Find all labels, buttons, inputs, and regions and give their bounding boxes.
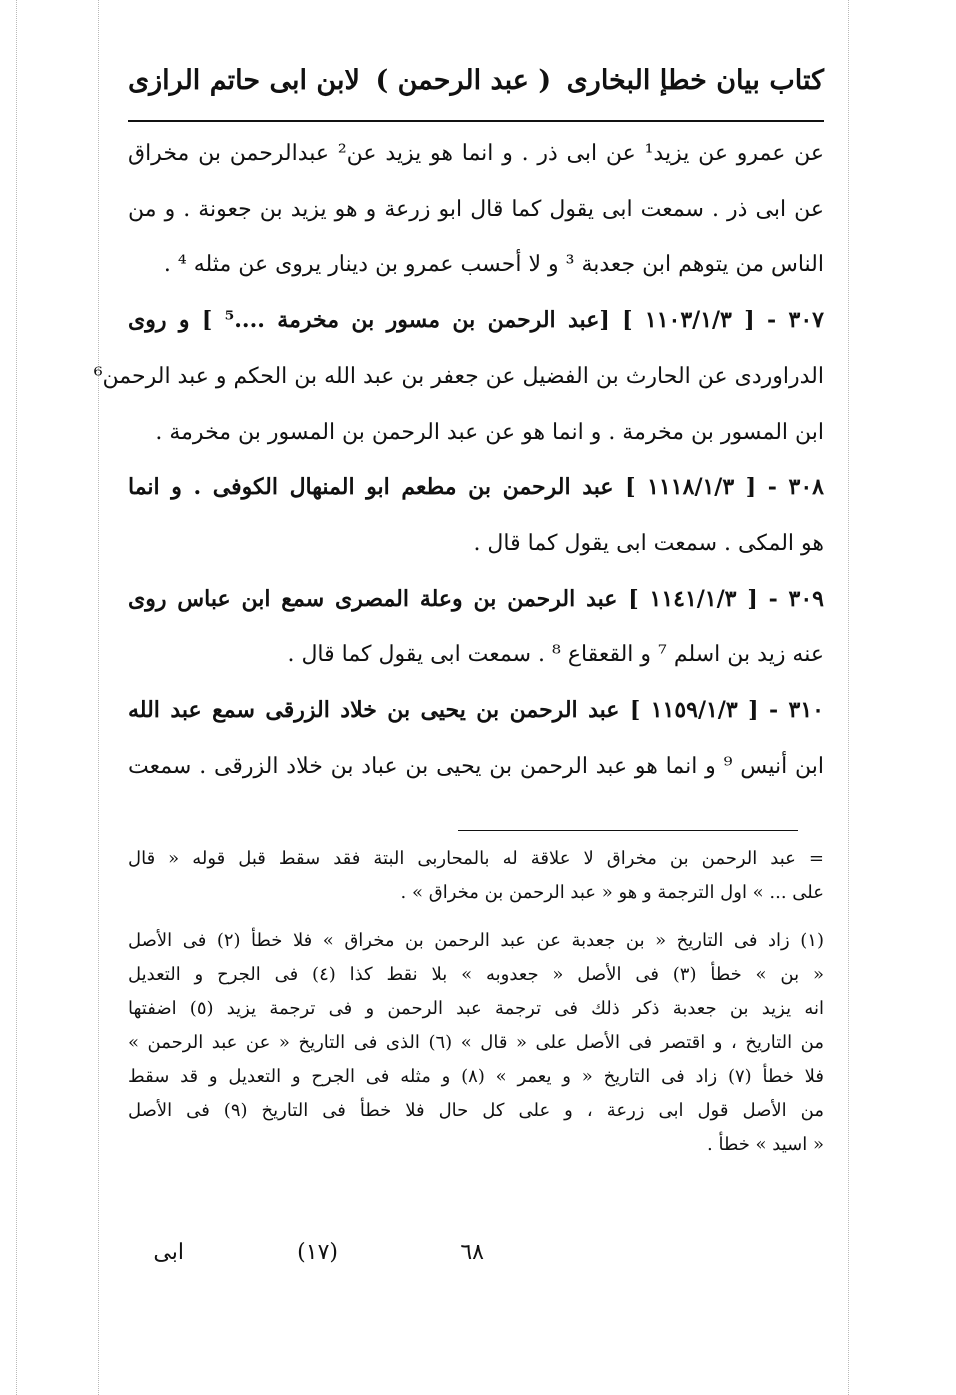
footnote-rule [458, 830, 798, 831]
main-text [93, 126, 825, 794]
header-rule [128, 120, 824, 122]
text-line: الدراوردى عن الحارث بن الفضيل عن جعفر بن عبد الله بن الحكم و عبد الرحمن⁶ [93, 363, 824, 389]
text-line: عن عمرو عن يزيد¹ عن ابى ذر . و انما هو يزيد عن² عبدالرحمن بن مخراق [128, 141, 824, 166]
text-line: عنه زيد بن اسلم ⁷ و القعقاع ⁸ . سمعت ابى يقول كما قال . [287, 642, 824, 668]
footnote-line: فلا خطأ (٧) زاد فى التاريخ « و يعمر » (٨) و مثله فى الجرح و التعديل و قد سقط [128, 1066, 824, 1087]
running-header [128, 56, 824, 104]
entry-308: ٣٠٨ - [ ١١١٨/١/٣ ] عبد الرحمن بن مطعم ابو المنهال الكوفى . و انما [128, 474, 824, 501]
scan-border-right [848, 0, 849, 1395]
footnote-line: من التاريخ ، و اقتصر فى الأصل على « قال » (٦) الذى فى التاريخ « عن عبد الرحمن » [128, 1032, 825, 1053]
entry-307: ٣٠٧ - [ ١١٠٣/١/٣ ] [عبد الرحمن بن مسور بن مخرمة ....⁵ ] و روى [128, 307, 824, 334]
footnote-line: « بن » خطأ (٣) فى الأصل « جعدوبه » بلا نقط كذا (٤) فى الجرح و التعديل [128, 964, 824, 985]
continued-note-line: على ... » اول الترجمة و هو « عبد الرحمن بن مخراق » . [400, 882, 824, 903]
text-line: عن ابى ذر . سمعت ابى يقول كما قال ابو زرعة و هو يزيد بن جعونة . و من [128, 196, 824, 222]
footnote-line: من الأصل قول ابى زرعة ، و على كل حال فلا خطأ فى التاريخ (٩) فى الأصل [128, 1100, 824, 1121]
footnote-line: (١) زاد فى التاريخ « بن جعدبة عن عبد الرحمن بن مخراق » فلا خطأ (٢) فى الأصل [128, 930, 824, 951]
page-number: ٦٨ [460, 1240, 484, 1265]
header-author: لابن ابى حاتم الرازى [128, 64, 360, 96]
scan-border-left [16, 0, 17, 1395]
header-section: ( عبد الرحمن ) [375, 64, 552, 96]
text-line: ابن أنيس ⁹ و انما هو عبد الرحمن بن يحيى بن عباد بن خلاد الزرقى . سمعت [128, 753, 825, 779]
signature-mark: (١٧) [297, 1240, 338, 1265]
entry-310: ٣١٠ - [ ١١٥٩/١/٣ ] عبد الرحمن بن يحيى بن خلاد الزرقى سمع عبد الله [128, 697, 824, 724]
continued-note-line: = عبد الرحمن بن مخراق لا علاقة له بالمحاربى البتة فقد سقط قبل قوله « قال [128, 848, 824, 869]
footnotes [128, 842, 824, 1162]
header-book-title: كتاب بيان خطإ البخارى [566, 64, 824, 96]
text-line: هو المكى . سمعت ابى يقول كما قال . [473, 530, 824, 556]
text-line: ابن المسور بن مخرمة . و انما هو عن عبد الرحمن بن المسور بن مخرمة . [155, 419, 824, 445]
catchword: ابى [153, 1240, 184, 1265]
text-line: الناس من يتوهم ابن جعدبة ³ و لا أحسب عمرو بن دينار يروى عن مثله ⁴ . [163, 252, 824, 278]
scan-border-inner-left [98, 0, 99, 1395]
page-footer [128, 1240, 824, 1284]
book-page [93, 0, 825, 1395]
footnote-line: انه يزيد بن جعدبة ذكر ذلك فى ترجمة عبد الرحمن و فى ترجمة يزيد (٥) اضفتها [128, 998, 824, 1019]
entry-309: ٣٠٩ - [ ١١٤١/١/٣ ] عبد الرحمن بن وعلة المصرى سمع ابن عباس روى [128, 585, 824, 612]
footnote-line: « اسيد » خطأ . [707, 1134, 824, 1155]
